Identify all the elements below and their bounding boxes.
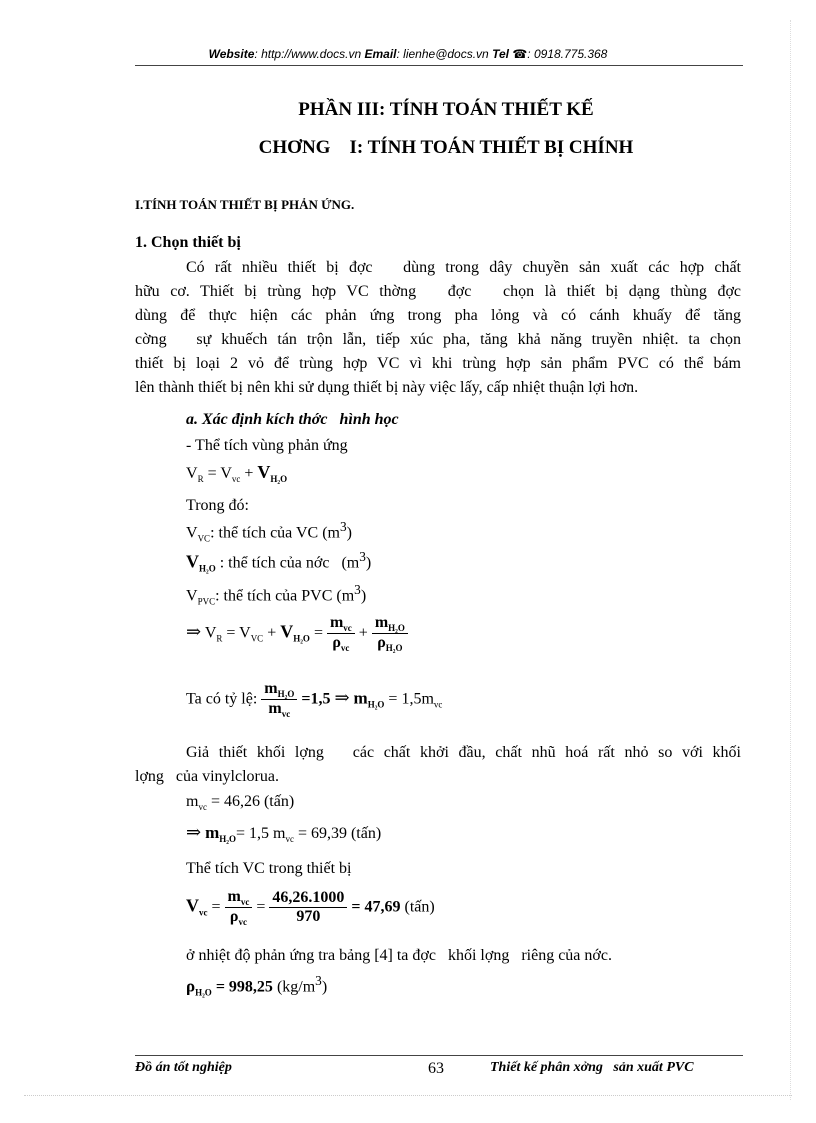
tel-label: Tel [492,47,509,61]
page-header [0,47,816,61]
p2-line-2: lợng của vinylclorua. [135,768,279,785]
paragraph-1 [135,256,741,400]
website-label: Website [208,47,255,61]
ratio-equation: Ta có tỷ lệ: $\frac{m_{H_2O}}{m_{vc}}$ =1,5 ⇒ $m_{H_2O} = 1,5m_{vc}$ [186,680,443,720]
subsection-heading: 1. Chọn thiết bị [135,234,241,251]
p2-line-1: Giả thiết khối lợng các chất khởi đầu, chất nhũ hoá rất nhỏ so với khối [186,744,741,761]
email-value[interactable]: : lienhe@docs.vn [396,47,489,61]
equation-vr: $V_R = V_{vc} + V_{H_2O}$ [186,462,288,485]
mvc-value: $m_{vc} = 46,26$ (tấn) [186,793,295,813]
right-dotted-border [790,20,791,1100]
footer-right: Thiết kế phân xởng sản xuất PVC [490,1060,694,1075]
def-pvc: $V_{PVC}$: thể tích của PVC $(m^3)$ [186,582,367,607]
p1-line-2: hữu cơ. Thiết bị trùng hợp VC thờng đợc chọn là thiết bị dạng thùng đợc [135,283,741,300]
part-title: PHẦN III: TÍNH TOÁN THIẾT KẾ [298,99,594,120]
paragraph-2 [135,741,741,789]
fraction-mh2o-rhoh2o: $\frac{m_{H_2O}}{\rho_{H_2O}}$ [372,614,408,653]
website-value[interactable]: : http://www.docs.vn [254,47,362,61]
tel-value: : 0918.775.368 [527,47,608,61]
mh2o-value: ⇒ $m_{H_2O}= 1,5$ $m_{vc} = 69,39$ (tấn) [186,822,382,845]
p1-line-4: cờng sự khuếch tán trộn lẫn, tiếp xúc pha, tăng khả năng truyền nhiệt. ta chọn [135,331,741,348]
p1-line-5: thiết bị loại 2 vỏ để trùng hợp VC vì khi trùng hợp sản phẩm PVC có thể bám [135,355,741,372]
fraction-ratio: $\frac{m_{H_2O}}{m_{vc}}$ [261,680,297,719]
temperature-note: ở nhiệt độ phản ứng tra bảng [4] ta đợc khối lợng riêng của nớc. [186,947,612,964]
volume-label: - Thể tích vùng phản ứng [186,437,348,454]
header-divider [135,65,743,66]
def-h2o: $V_{H_2O}$ : thể tích của nớc $(m^3)$ [186,549,372,574]
phone-icon: ☎ [512,47,528,61]
footer-divider [135,1055,743,1056]
p1-line-3: dùng để thực hiện các phản ứng trong pha lỏng và có cánh khuấy để tăng [135,307,741,324]
p1-line-1: Có rất nhiều thiết bị đợc dùng trong dây chuyền sản xuất các hợp chất [186,259,741,276]
p1-line-6: lên thành thiết bị nên khi sử dụng thiết bị này việc lấy, cấp nhiệt thuận lợi hơn. [135,379,639,396]
bottom-dotted-border [24,1095,792,1096]
page-number: 63 [428,1060,444,1077]
fraction-mvc-rhovc: $\frac{m_{vc}}{\rho_{vc}}$ [327,614,355,653]
vc-calculation: $V_{vc}$ = $\frac{m_{vc}}{\rho_{vc}}$ = $\frac{46,26.1000}{970}$ = 47,69 (tấn) [186,888,435,928]
rho-h2o-value: $\rho_{H_2O} = 998,25$ $(kg/m^3)$ [186,973,328,998]
equation-vr-expanded: ⇒ $V_R = V_{VC} + V_{H_2O}$ = $\frac{m_{vc}}{\rho_{vc}}$ + $\frac{m_{H_2O}}{\rho_{H_2O}}$ [186,614,408,653]
section-heading: I.TÍNH TOÁN THIẾT BỊ PHẢN ỨNG. [135,197,355,212]
fraction-numeric: $\frac{46,26.1000}{970}$ [269,889,347,926]
email-label: Email [364,47,397,61]
footer-left: Đồ án tốt nghiệp [135,1060,232,1075]
fraction-m-rho: $\frac{m_{vc}}{\rho_{vc}}$ [225,888,253,927]
def-vc: $V_{VC}$: thể tích của VC $(m^3)$ [186,519,352,544]
chapter-title: CHƠNG I: TÍNH TOÁN THIẾT BỊ CHÍNH [258,137,634,158]
heading-a: a. Xác định kích thớc hình học [186,411,399,428]
where-label: Trong đó: [186,497,249,514]
vc-label: Thể tích VC trong thiết bị [186,860,352,877]
